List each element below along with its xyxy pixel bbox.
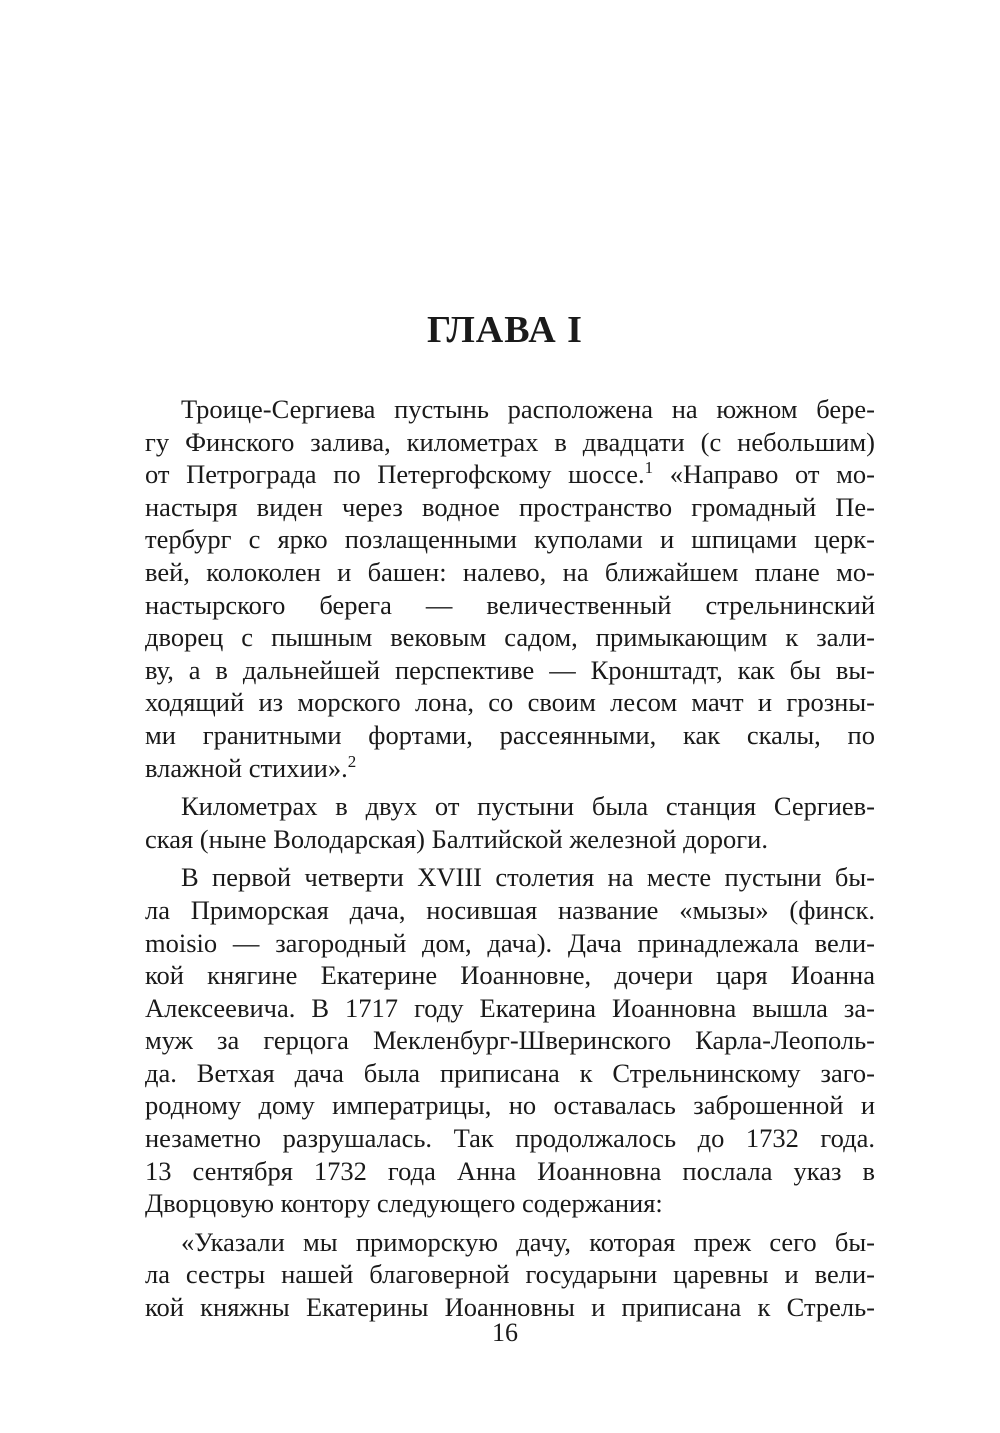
line-text: настырского берега — величественный стрельнинский xyxy=(145,589,875,620)
body-text xyxy=(145,393,875,1324)
line-text: вей, колоколен и башен: налево, на ближайшем плане мо- xyxy=(145,556,875,587)
line-text: тербург с ярко позлащенными куполами и шпицами церк- xyxy=(145,524,875,555)
line-text: ская (ныне Володарская) Балтийской железной дороги. xyxy=(145,823,768,854)
paragraph xyxy=(145,861,875,1220)
text-line xyxy=(145,621,875,654)
footnote-marker: 1 xyxy=(644,458,654,478)
text-line xyxy=(145,790,875,823)
text-line xyxy=(145,1057,875,1090)
line-text: 13 сентября 1732 года Анна Иоанновна послала указ в xyxy=(145,1155,875,1186)
text-line xyxy=(145,1155,875,1188)
text-line xyxy=(145,556,875,589)
line-text-after: «Направо от мо- xyxy=(653,459,875,490)
line-text: незаметно разрушалась. Так продолжалось до 1732 года. xyxy=(145,1123,875,1154)
line-text: Дворцовую контору следующего содержания: xyxy=(145,1188,663,1219)
text-line xyxy=(145,959,875,992)
footnote-marker: 2 xyxy=(347,751,357,771)
chapter-title: ГЛАВА I xyxy=(427,309,583,351)
line-text: ла сестры нашей благоверной государыни царевны и вели- xyxy=(145,1259,875,1290)
text-line xyxy=(145,719,875,752)
line-text: Троице-Сергиева пустынь расположена на южном бере- xyxy=(181,394,875,424)
text-line xyxy=(145,654,875,687)
text-line xyxy=(145,1122,875,1155)
paragraph xyxy=(145,393,875,784)
line-text: Километрах в двух от пустыни была станция Сергиев- xyxy=(181,791,875,822)
text-line xyxy=(145,458,875,491)
text-line xyxy=(145,861,875,894)
line-text: ми гранитными фортами, рассеянными, как скалы, по xyxy=(145,719,875,750)
text-line xyxy=(145,426,875,459)
line-text: родному дому императрицы, но оставалась заброшенной и xyxy=(145,1090,875,1121)
text-line xyxy=(145,491,875,524)
line-text: кой княжны Екатерины Иоанновны и приписана к Стрель- xyxy=(145,1292,875,1323)
line-text: гу Финского залива, километрах в двадцати (с небольшим) xyxy=(145,426,875,457)
line-text: ву, а в дальнейшей перспективе — Кронштадт, как бы вы- xyxy=(145,654,875,685)
text-line xyxy=(145,1089,875,1122)
line-text: ла Приморская дача, носившая название «мызы» (финск. xyxy=(145,894,875,925)
page-number: 16 xyxy=(492,1318,518,1347)
text-line xyxy=(145,393,875,426)
line-text: moisio — загородный дом, дача). Дача принадлежала вели- xyxy=(145,927,875,958)
text-line xyxy=(145,523,875,556)
line-text: от Петрограда по Петергофскому шоссе. xyxy=(145,459,645,490)
paragraph xyxy=(145,1226,875,1324)
line-text: Алексеевича. В 1717 году Екатерина Иоанновна вышла за- xyxy=(145,992,875,1023)
line-text: ходящий из морского лона, со своим лесом мачт и грозны- xyxy=(145,687,875,718)
line-text: да. Ветхая дача была приписана к Стрельнинскому заго- xyxy=(145,1057,875,1088)
line-text: В первой четверти XVIII столетия на месте пустыни бы- xyxy=(181,862,875,893)
text-line xyxy=(145,752,875,785)
text-line xyxy=(145,992,875,1025)
line-text: влажной стихии». xyxy=(145,752,348,783)
text-line xyxy=(145,894,875,927)
line-text: настыря виден через водное пространство громадный Пе- xyxy=(145,491,875,522)
line-text: дворец с пышным вековым садом, примыкающим к зали- xyxy=(145,622,875,653)
text-line xyxy=(145,1024,875,1057)
text-line xyxy=(145,1258,875,1291)
line-text: муж за герцога Мекленбург-Шверинского Карла-Леополь- xyxy=(145,1025,875,1056)
text-line xyxy=(145,1187,875,1220)
text-line xyxy=(145,589,875,622)
paragraph xyxy=(145,790,875,855)
line-text: «Указали мы приморскую дачу, которая преж сего бы- xyxy=(181,1226,875,1257)
text-line xyxy=(145,927,875,960)
text-line xyxy=(145,686,875,719)
text-line xyxy=(145,1226,875,1259)
text-line xyxy=(145,823,875,856)
line-text: кой княгине Екатерине Иоанновне, дочери царя Иоанна xyxy=(145,960,875,991)
